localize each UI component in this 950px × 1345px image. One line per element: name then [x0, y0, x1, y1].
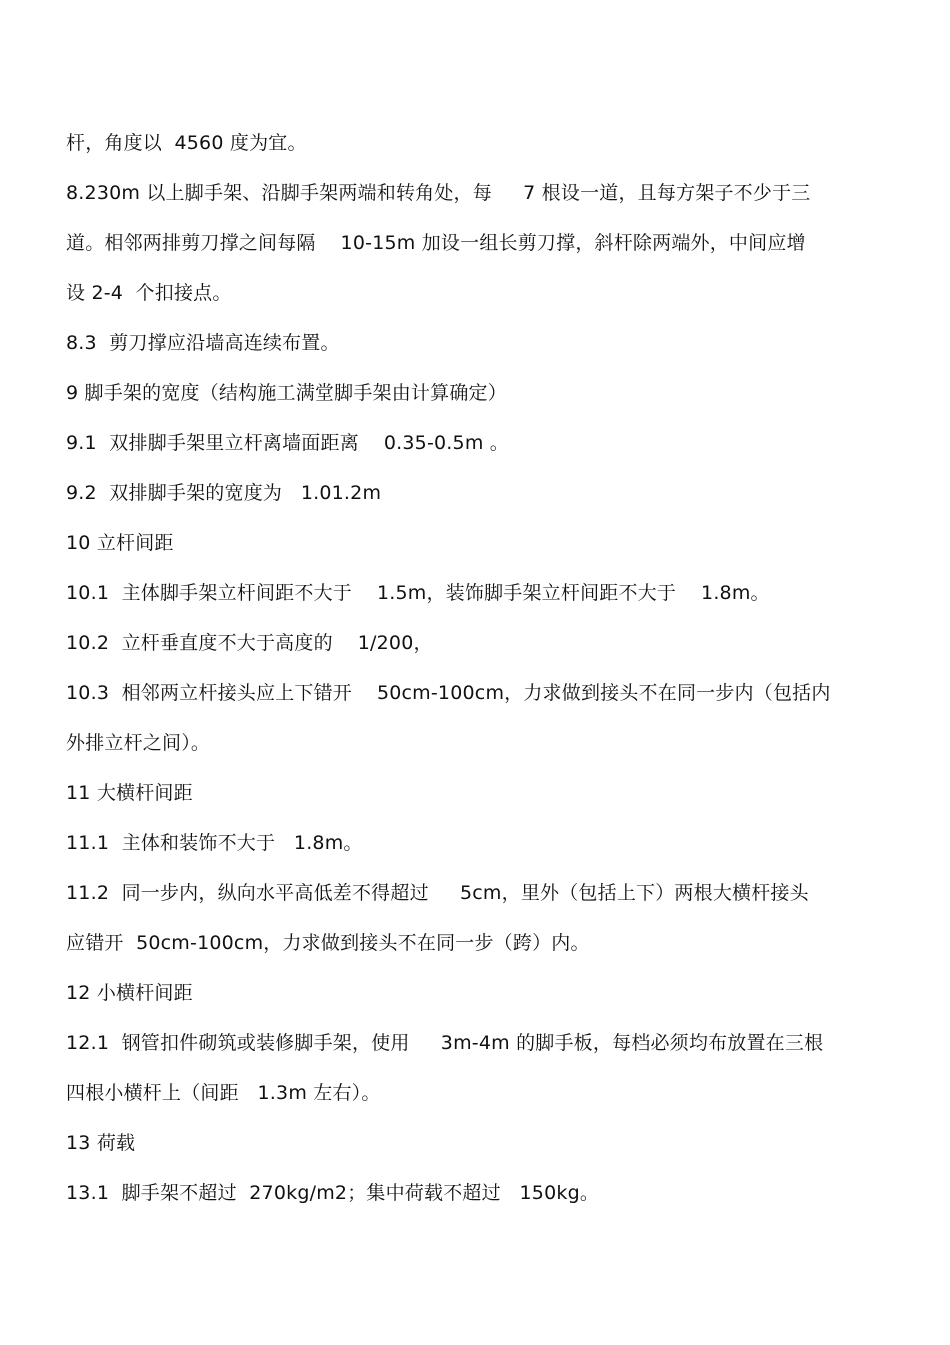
section-line: 11.2 同一步内，纵向水平高低差不得超过 5cm，里外（包括上下）两根大横杆接头: [66, 882, 809, 904]
section-line: 10.3 相邻两立杆接头应上下错开 50cm-100cm，力求做到接头不在同一步内（包括内: [66, 682, 831, 704]
section-heading: 12 小横杆间距: [66, 982, 193, 1004]
section-heading: 9 脚手架的宽度（结构施工满堂脚手架由计算确定）: [66, 382, 507, 404]
section-line: 9.2 双排脚手架的宽度为 1.01.2m: [66, 482, 382, 504]
section-line: 9.1 双排脚手架里立杆离墙面距离 0.35-0.5m 。: [66, 432, 509, 454]
section-line: 10.1 主体脚手架立杆间距不大于 1.5m，装饰脚手架立杆间距不大于 1.8m。: [66, 582, 770, 604]
text-line: 道。相邻两排剪刀撑之间每隔 10-15m 加设一组长剪刀撑，斜杆除两端外，中间应增: [66, 232, 806, 254]
text-line: 四根小横杆上（间距 1.3m 左右）。: [66, 1082, 381, 1104]
section-line: 12.1 钢管扣件砌筑或装修脚手架，使用 3m-4m 的脚手板，每档必须均布放置在三根: [66, 1032, 824, 1054]
text-line: 应错开 50cm-100cm，力求做到接头不在同一步（跨）内。: [66, 932, 590, 954]
text-line: 杆，角度以 4560 度为宜。: [66, 132, 307, 154]
text-line: 外排立杆之间）。: [66, 732, 211, 754]
section-line: 13.1 脚手架不超过 270kg/m2；集中荷载不超过 150kg。: [66, 1182, 600, 1204]
document-body: [66, 123, 866, 1223]
section-heading: 13 荷载: [66, 1132, 136, 1154]
text-line: 8.230m 以上脚手架、沿脚手架两端和转角处，每 7 根设一道，且每方架子不少于三: [66, 182, 811, 204]
section-line: 10.2 立杆垂直度不大于高度的 1/200，: [66, 632, 433, 654]
text-line: 设 2-4 个扣接点。: [66, 282, 232, 304]
section-line: 8.3 剪刀撑应沿墙高连续布置。: [66, 332, 340, 354]
section-heading: 10 立杆间距: [66, 532, 174, 554]
section-heading: 11 大横杆间距: [66, 782, 193, 804]
section-line: 11.1 主体和装饰不大于 1.8m。: [66, 832, 363, 854]
